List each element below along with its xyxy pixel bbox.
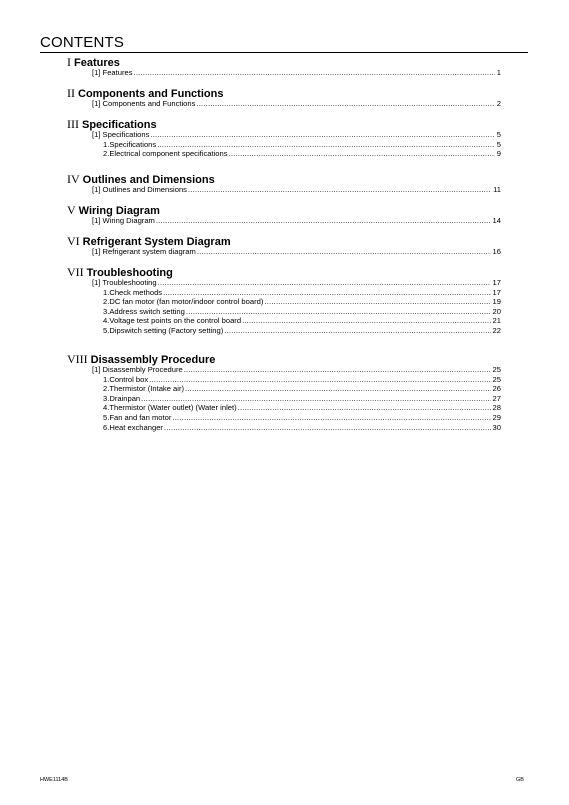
dot-leader — [134, 68, 495, 78]
dot-leader — [224, 326, 490, 336]
toc-entry[interactable] — [103, 375, 501, 385]
dot-leader — [150, 130, 494, 140]
toc-entry-page-number: 2 — [496, 99, 501, 108]
toc-entry[interactable] — [103, 384, 501, 394]
dot-leader — [197, 247, 491, 257]
chapter-numeral: I — [67, 55, 71, 69]
dot-leader — [163, 288, 490, 298]
toc-entry-page-number: 5 — [496, 130, 501, 139]
toc-entry[interactable] — [92, 278, 501, 288]
toc-entry-label: [1] Refrigerant system diagram — [92, 247, 196, 256]
toc-entry-label: 2.Electrical component specifications — [103, 149, 228, 159]
chapter-title: Troubleshooting — [86, 267, 173, 279]
dot-leader — [185, 384, 491, 394]
toc-entry-label: 3.Drainpan — [103, 393, 141, 403]
toc-entry[interactable] — [103, 413, 501, 423]
dot-leader — [156, 216, 491, 226]
chapter-numeral: II — [67, 86, 75, 100]
dot-leader — [264, 297, 490, 307]
page-title: CONTENTS — [40, 34, 125, 51]
toc-entry-page-number: 5 — [496, 139, 501, 149]
toc-entry[interactable] — [92, 68, 501, 78]
toc-entry[interactable] — [92, 130, 501, 140]
toc-entry[interactable] — [103, 149, 501, 159]
toc-entry[interactable] — [103, 423, 501, 433]
toc-entry-label: 2.Thermistor (Intake air) — [103, 384, 185, 394]
toc-entry-label: [1] Disassembly Procedure — [92, 365, 183, 374]
footer-region-code: GB — [516, 777, 524, 783]
dot-leader — [186, 307, 491, 317]
toc-entry-page-number: 28 — [492, 403, 501, 413]
toc-entry-label: [1] Wiring Diagram — [92, 216, 155, 225]
toc-entry-page-number: 26 — [492, 384, 501, 394]
toc-entry-page-number: 25 — [492, 374, 501, 384]
toc-entry-page-number: 22 — [492, 326, 501, 335]
toc-entry-page-number: 14 — [492, 216, 501, 225]
dot-leader — [172, 413, 490, 423]
toc-entry-label: 3.Address switch setting — [103, 306, 185, 316]
title-rule — [40, 52, 528, 53]
dot-leader — [158, 278, 491, 288]
chapter-numeral: VII — [67, 265, 84, 279]
toc-entry-page-number: 19 — [492, 297, 501, 307]
dot-leader — [184, 365, 491, 375]
toc-entry-label: 4.Thermistor (Water outlet) (Water inlet) — [103, 403, 237, 413]
toc-entry-page-number: 16 — [492, 247, 501, 256]
chapter-title: Components and Functions — [78, 88, 224, 100]
toc-entry-label: [1] Troubleshooting — [92, 278, 157, 287]
dot-leader — [141, 394, 490, 404]
toc-entry-label: 5.Dipswitch setting (Factory setting) — [103, 326, 224, 335]
toc-entry-label: [1] Outlines and Dimensions — [92, 185, 187, 194]
toc-entry[interactable] — [103, 288, 501, 298]
toc-entry-page-number: 20 — [492, 306, 501, 316]
toc-entry-label: 6.Heat exchanger — [103, 422, 163, 432]
toc-entry-page-number: 27 — [492, 393, 501, 403]
toc-entry-page-number: 1 — [496, 68, 501, 77]
chapter-numeral: IV — [67, 172, 80, 186]
dot-leader — [188, 185, 491, 195]
toc-entry-page-number: 25 — [492, 365, 501, 374]
toc-entry[interactable] — [92, 365, 501, 375]
chapter-title: Refrigerant System Diagram — [82, 236, 231, 248]
dot-leader — [196, 99, 494, 109]
toc-entry-label: 1.Specifications — [103, 139, 157, 149]
chapter-title: Features — [74, 57, 120, 69]
toc-entry[interactable] — [103, 140, 501, 150]
toc-entry[interactable] — [103, 316, 501, 326]
dot-leader — [229, 149, 495, 159]
chapter-numeral: III — [67, 117, 79, 131]
toc-entry-page-number: 17 — [492, 287, 501, 297]
toc-entry-page-number: 9 — [496, 149, 501, 159]
toc-entry[interactable] — [92, 216, 501, 226]
toc-entry-page-number: 29 — [492, 413, 501, 422]
chapter-numeral: VI — [67, 234, 80, 248]
dot-leader — [238, 403, 491, 413]
toc-entry[interactable] — [103, 326, 501, 336]
toc-entry-label: 4.Voltage test points on the control board — [103, 316, 242, 326]
toc-entry-label: 1.Check methods — [103, 287, 163, 297]
toc-entry[interactable] — [103, 403, 501, 413]
toc-entry[interactable] — [92, 247, 501, 257]
toc-entry-label: [1] Specifications — [92, 130, 150, 139]
dot-leader — [164, 423, 491, 433]
toc-entry-page-number: 11 — [493, 185, 501, 194]
toc-entry[interactable] — [92, 185, 501, 195]
toc-entry[interactable] — [103, 297, 501, 307]
toc-entry-label: 5.Fan and fan motor — [103, 413, 172, 422]
dot-leader — [149, 375, 490, 385]
toc-entry[interactable] — [103, 394, 501, 404]
toc-entry[interactable] — [92, 99, 501, 109]
toc-entry-label: 2.DC fan motor (fan motor/indoor control board) — [103, 297, 264, 307]
chapter-title: Specifications — [82, 119, 157, 131]
toc-entry-page-number: 17 — [492, 278, 501, 287]
toc-entry-label: 1.Control box — [103, 374, 149, 384]
toc-entry[interactable] — [103, 307, 501, 317]
toc-entry-page-number: 30 — [492, 422, 501, 432]
dot-leader — [157, 140, 495, 150]
toc-entry-label: [1] Features — [92, 68, 133, 77]
footer-document-code: HWE1114B — [40, 777, 68, 783]
toc-entry-page-number: 21 — [492, 316, 501, 326]
toc-entry-label: [1] Components and Functions — [92, 99, 196, 108]
dot-leader — [242, 316, 490, 326]
chapter-numeral: VIII — [67, 352, 88, 366]
chapter-title: Wiring Diagram — [78, 205, 160, 217]
chapter-numeral: V — [67, 203, 76, 217]
chapter-title: Outlines and Dimensions — [82, 174, 215, 186]
chapter-title: Disassembly Procedure — [90, 354, 216, 366]
